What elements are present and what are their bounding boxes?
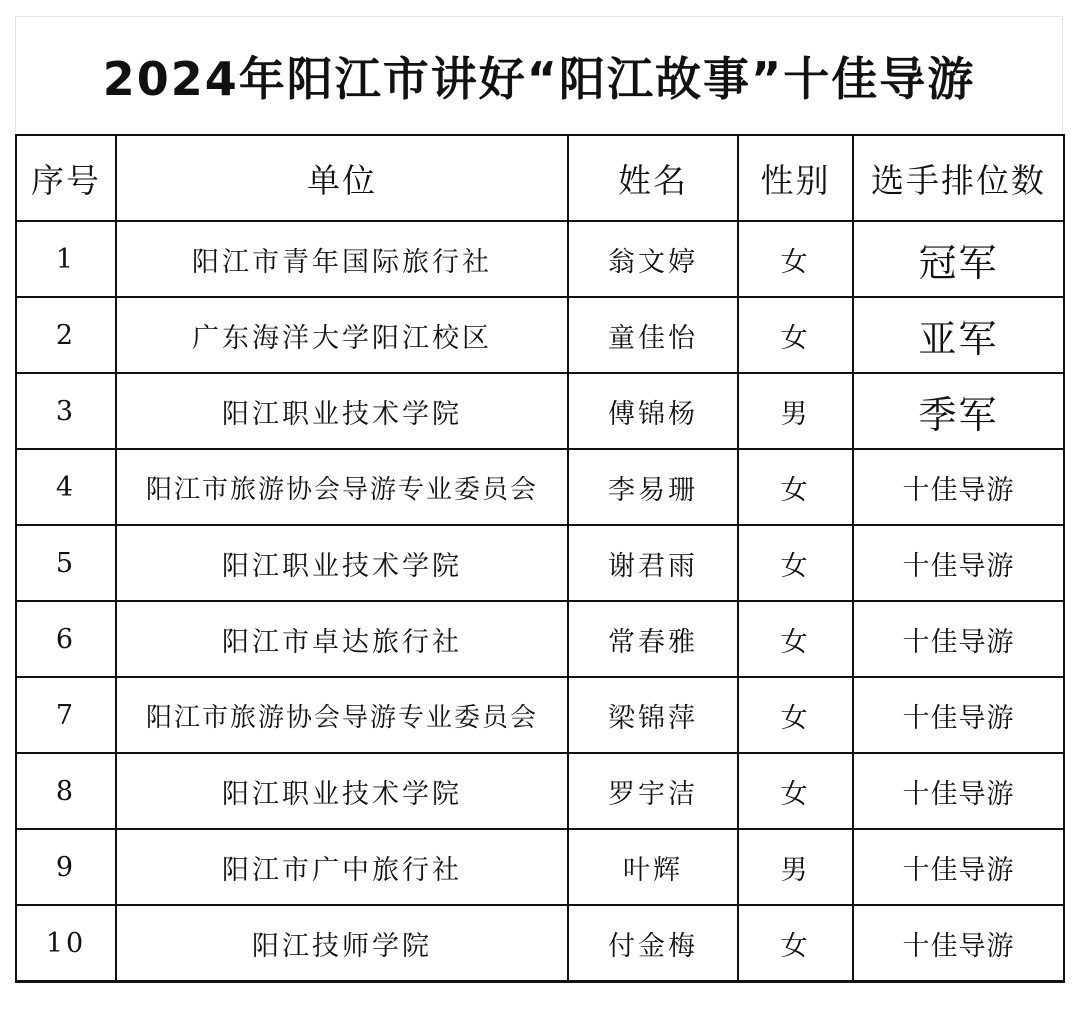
cell-unit: 阳江市广中旅行社 [116,829,568,905]
title-box [15,16,1063,134]
cell-rank: 十佳导游 [853,601,1064,677]
table-row [16,829,1064,905]
header-gender: 性别 [738,135,853,221]
cell-unit: 广东海洋大学阳江校区 [116,297,568,373]
cell-unit: 阳江市旅游协会导游专业委员会 [116,449,568,525]
table-row [16,753,1064,829]
cell-name: 童佳怡 [568,297,738,373]
cell-gender: 女 [738,221,853,297]
cell-no: 2 [16,297,116,373]
cell-unit: 阳江市卓达旅行社 [116,601,568,677]
cell-name: 常春雅 [568,601,738,677]
header-unit: 单位 [116,135,568,221]
cell-no: 7 [16,677,116,753]
table-row [16,449,1064,525]
cell-name: 李易珊 [568,449,738,525]
cell-gender: 女 [738,449,853,525]
cell-no: 10 [16,905,116,982]
cell-name: 谢君雨 [568,525,738,601]
cell-unit: 阳江市旅游协会导游专业委员会 [116,677,568,753]
table-row [16,297,1064,373]
cell-gender: 女 [738,677,853,753]
cell-rank: 十佳导游 [853,829,1064,905]
cell-unit: 阳江职业技术学院 [116,373,568,449]
table-row [16,601,1064,677]
cell-rank: 亚军 [853,297,1064,373]
document-frame [15,16,1063,999]
cell-rank: 十佳导游 [853,905,1064,982]
cell-name: 叶辉 [568,829,738,905]
cell-gender: 女 [738,601,853,677]
cell-gender: 男 [738,373,853,449]
cell-name: 梁锦萍 [568,677,738,753]
cell-name: 傅锦杨 [568,373,738,449]
cell-rank: 季军 [853,373,1064,449]
cell-name: 罗宇洁 [568,753,738,829]
cell-no: 9 [16,829,116,905]
cell-unit: 阳江职业技术学院 [116,525,568,601]
cell-unit: 阳江市青年国际旅行社 [116,221,568,297]
cell-unit: 阳江职业技术学院 [116,753,568,829]
page-title: 2024年阳江市讲好“阳江故事”十佳导游 [102,51,976,106]
header-row [16,135,1064,221]
cell-rank: 十佳导游 [853,677,1064,753]
cell-rank: 十佳导游 [853,525,1064,601]
cell-gender: 女 [738,297,853,373]
cell-rank: 十佳导游 [853,449,1064,525]
roster-table [15,134,1065,983]
header-rank: 选手排位数 [853,135,1064,221]
cell-name: 翁文婷 [568,221,738,297]
cell-rank: 十佳导游 [853,753,1064,829]
cell-name: 付金梅 [568,905,738,982]
cell-no: 6 [16,601,116,677]
cell-gender: 女 [738,905,853,982]
cell-no: 3 [16,373,116,449]
cell-gender: 女 [738,753,853,829]
cell-no: 8 [16,753,116,829]
table-row [16,373,1064,449]
table-row [16,677,1064,753]
table-row [16,905,1064,982]
cell-gender: 女 [738,525,853,601]
cell-no: 4 [16,449,116,525]
cell-no: 5 [16,525,116,601]
cell-gender: 男 [738,829,853,905]
cell-unit: 阳江技师学院 [116,905,568,982]
cell-no: 1 [16,221,116,297]
table-row [16,221,1064,297]
cell-rank: 冠军 [853,221,1064,297]
header-no: 序号 [16,135,116,221]
table-row [16,525,1064,601]
header-name: 姓名 [568,135,738,221]
